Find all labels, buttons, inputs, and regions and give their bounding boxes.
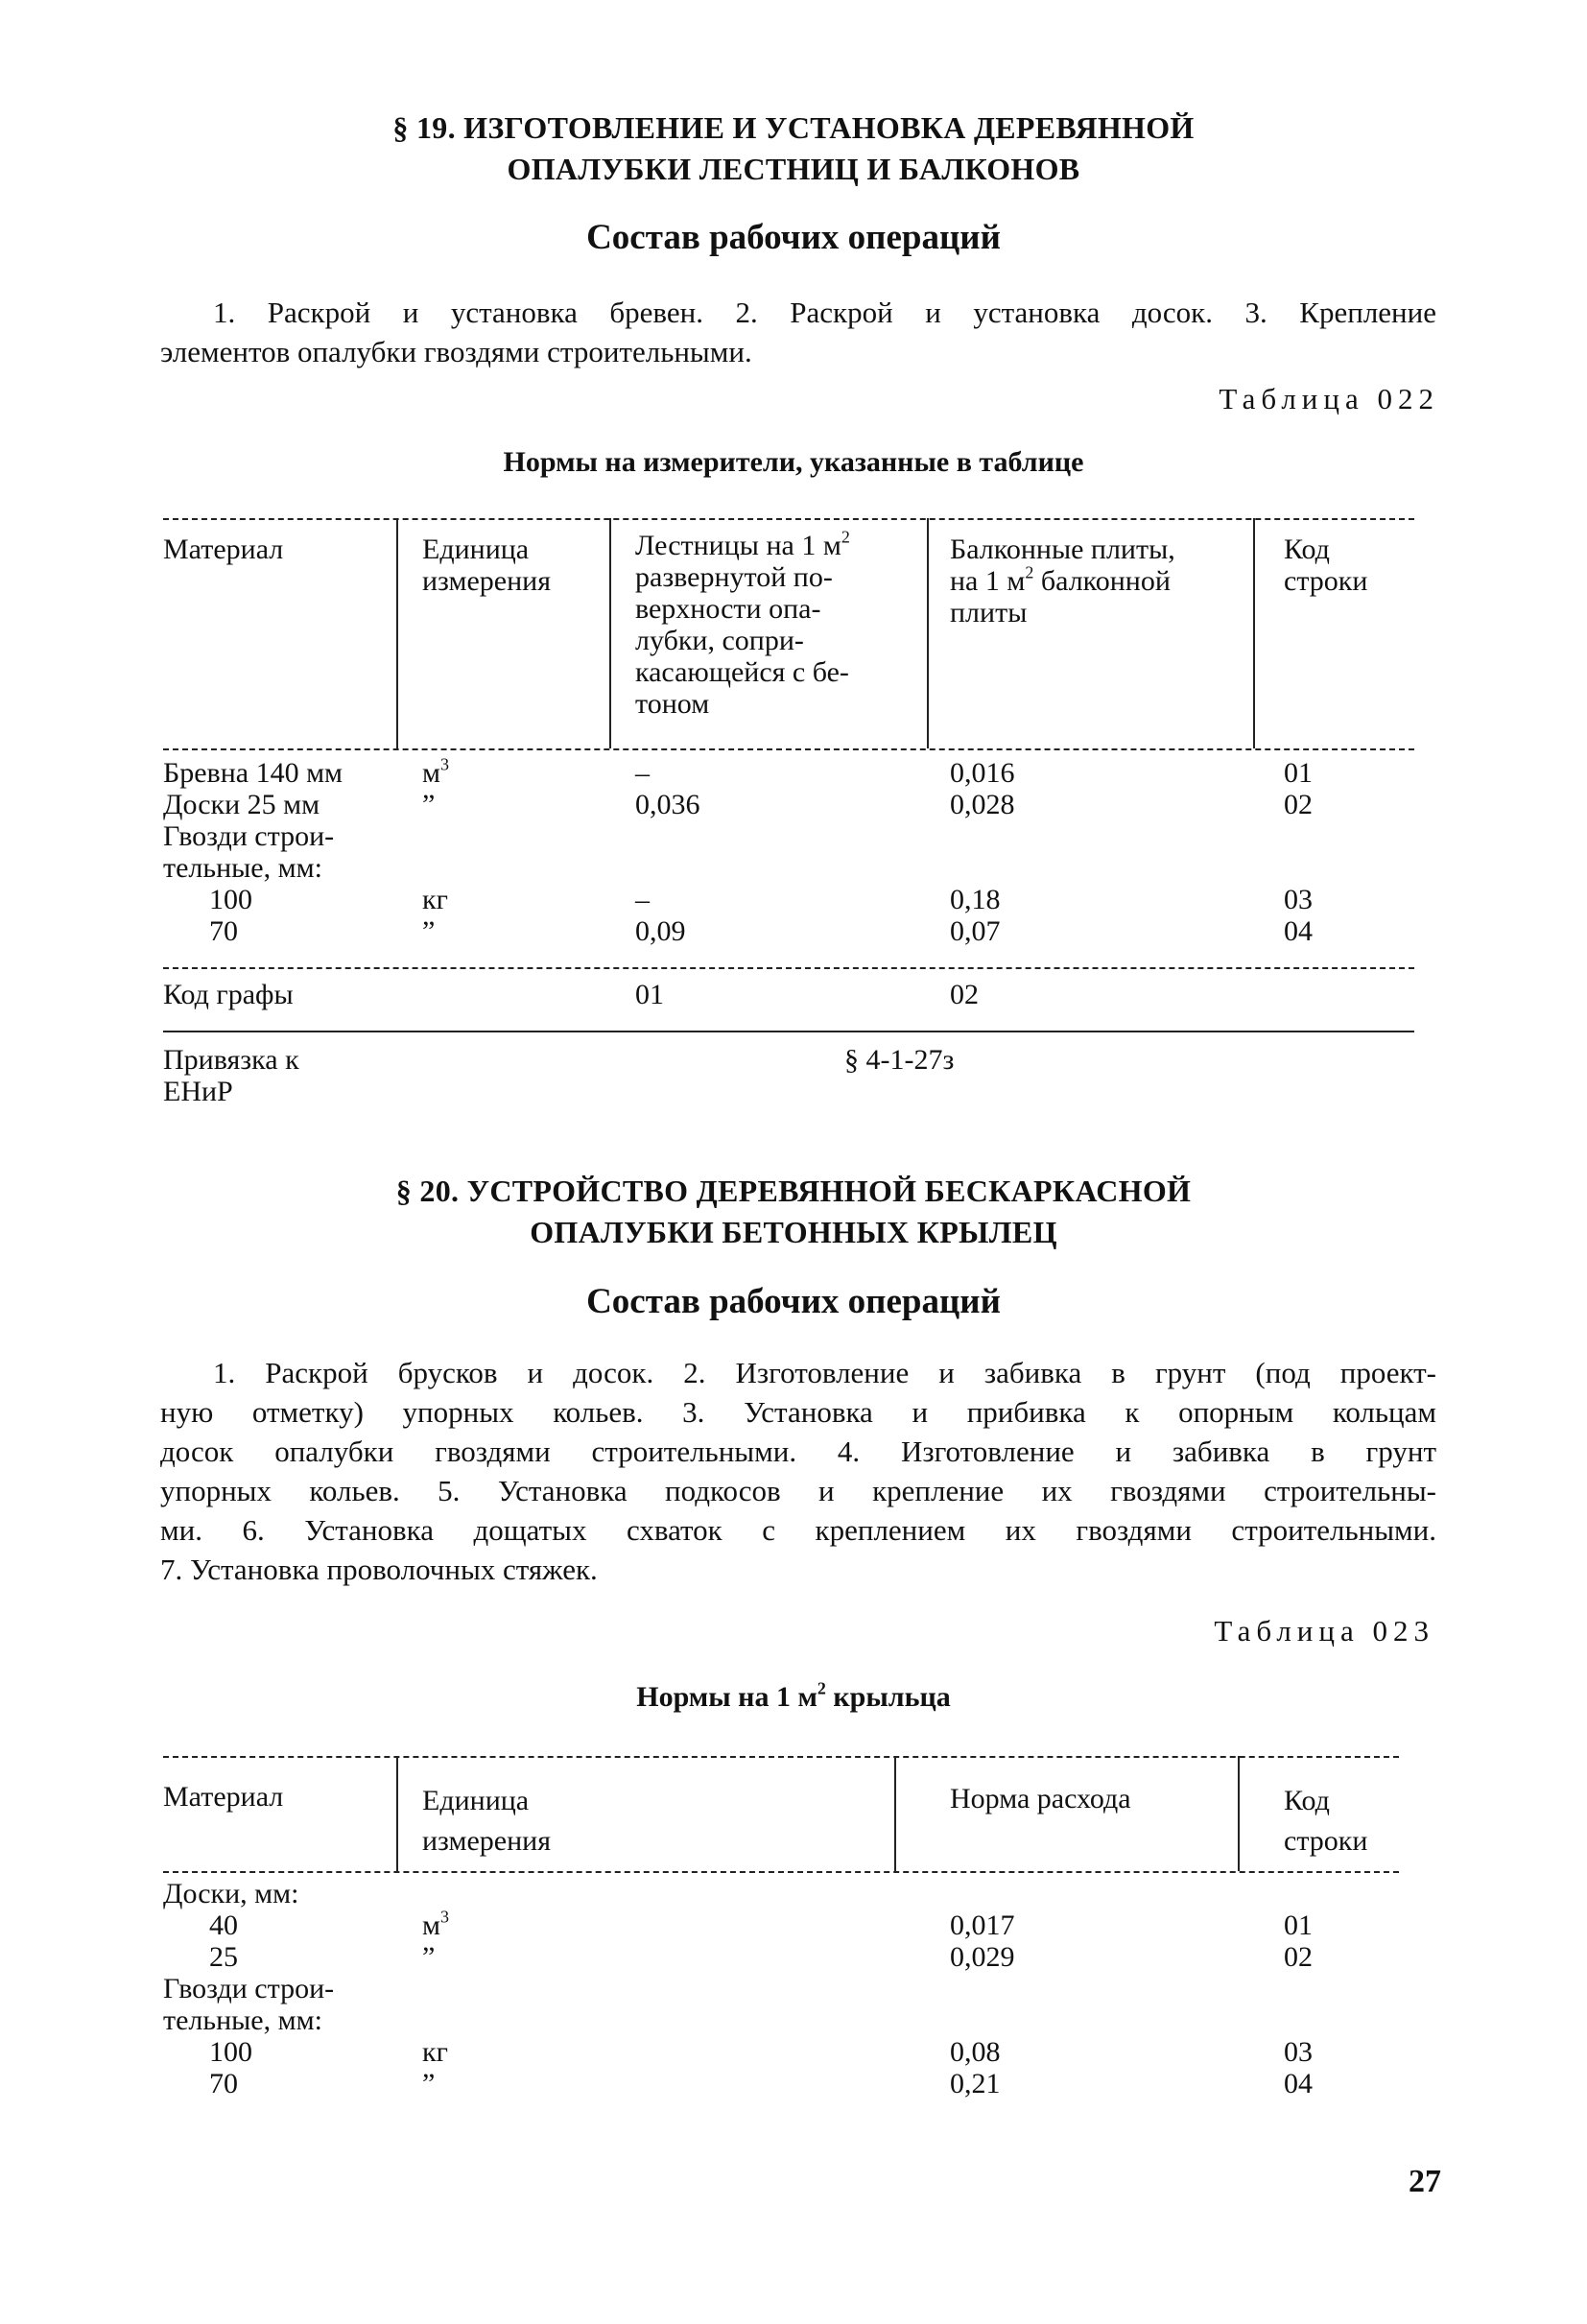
table-row — [0, 790, 1587, 821]
header-material: Материал — [163, 534, 284, 565]
cell-text: ” — [422, 2068, 436, 2099]
cell-unit — [422, 2037, 448, 2068]
cell-text: 02 — [1284, 1941, 1313, 1973]
header-unit-line: Единица — [422, 1785, 530, 1816]
column-code-label: Код графы — [163, 979, 294, 1010]
cell-material — [163, 853, 322, 884]
cell-unit — [422, 754, 449, 789]
cell-material — [163, 1974, 334, 2004]
cell-text: Доски 25 мм — [163, 789, 320, 820]
section-19-title-line1: § 19. ИЗГОТОВЛЕНИЕ И УСТАНОВКА ДЕРЕВЯННОЙ — [392, 110, 1195, 145]
cell-text: ” — [422, 915, 436, 947]
cell-text: 0,21 — [950, 2068, 1001, 2099]
cell-material — [209, 1910, 238, 1941]
header-code-line: строки — [1284, 1825, 1368, 1857]
header-stairs-line: верхности опа- — [635, 593, 821, 625]
ops-line: досок опалубки гвоздями строительными. 4. Изготовление и забивка в грунт — [160, 1435, 1436, 1468]
header-balcony-line: плиты — [950, 597, 1028, 628]
cell-text: 04 — [1284, 915, 1313, 947]
table-022-title: Нормы на измерители, указанные в таблице — [503, 446, 1084, 478]
table-row — [0, 885, 1587, 916]
section-20-ops-heading: Состав рабочих операций — [586, 1282, 1001, 1321]
header-stairs-line: развернутой по- — [635, 561, 833, 593]
header-stairs — [635, 527, 923, 720]
header-stairs-text: Лестницы на 1 м — [635, 530, 841, 561]
cell-material — [163, 790, 320, 820]
cell-unit — [422, 790, 435, 820]
table-rule — [163, 748, 1414, 750]
table-row — [0, 916, 1587, 948]
cell-norm — [950, 1910, 1015, 1941]
table-col-divider — [396, 1756, 398, 1871]
cell-text: 0,016 — [950, 757, 1015, 789]
cell-balc — [950, 790, 1015, 820]
column-code-balcony: 02 — [950, 979, 979, 1010]
header-balcony-text: на 1 м — [950, 565, 1026, 597]
cell-text: 03 — [1284, 884, 1313, 915]
ops-line: 7. Установка проволочных стяжек. — [160, 1553, 598, 1586]
column-code-stairs: 01 — [635, 979, 664, 1010]
table-row — [0, 1974, 1587, 2005]
cell-text: 0,18 — [950, 884, 1001, 915]
section-20-title-line1: § 20. УСТРОЙСТВО ДЕРЕВЯННОЙ БЕСКАРКАСНОЙ — [395, 1174, 1192, 1208]
table-022-label: Таблица 022 — [1219, 382, 1439, 415]
page-number: 27 — [1409, 2164, 1441, 2199]
cell-text: Гвозди строи- — [163, 820, 335, 852]
table-col-divider — [894, 1756, 896, 1871]
cell-balc — [950, 916, 1001, 947]
header-stairs-line: тоном — [635, 688, 710, 720]
cell-text: ” — [422, 789, 436, 820]
table-col-divider — [609, 518, 611, 748]
header-stairs-sup: 2 — [841, 527, 850, 547]
cell-sup: 3 — [439, 1907, 449, 1927]
cell-text: – — [635, 757, 650, 789]
cell-sup: 3 — [439, 754, 449, 774]
cell-code — [1284, 916, 1313, 947]
cell-text: 0,08 — [950, 2036, 1001, 2068]
reference-label-line: ЕНиР — [163, 1076, 233, 1107]
cell-text: 70 — [209, 915, 238, 947]
table-023-label: Таблица 023 — [1214, 1614, 1434, 1648]
cell-text: кг — [422, 2036, 448, 2068]
cell-text: 0,036 — [635, 789, 700, 820]
header-unit — [422, 534, 551, 597]
cell-material — [163, 1879, 298, 1909]
table-row — [0, 754, 1587, 790]
table-rule — [163, 518, 1414, 520]
table-col-divider — [927, 518, 929, 748]
header-code-line: Код — [1284, 1785, 1330, 1816]
header-balcony — [950, 534, 1257, 628]
cell-code — [1284, 2069, 1313, 2099]
cell-stairs — [635, 916, 686, 947]
cell-text: ” — [422, 1941, 436, 1973]
table-row — [0, 2005, 1587, 2037]
cell-stairs — [635, 758, 650, 789]
table-col-divider — [396, 518, 398, 748]
section-20-title-line2: ОПАЛУБКИ БЕТОННЫХ КРЫЛЕЦ — [530, 1215, 1057, 1249]
cell-text: Гвозди строи- — [163, 1973, 335, 2004]
cell-text: 0,017 — [950, 1909, 1015, 1941]
cell-text: 100 — [209, 884, 252, 915]
cell-text: 70 — [209, 2068, 238, 2099]
table-rule — [163, 1031, 1414, 1032]
cell-unit — [422, 1942, 435, 1973]
header-balcony-text: балконной — [1033, 565, 1171, 597]
reference-value: § 4-1-27з — [844, 1044, 955, 1076]
cell-code — [1284, 758, 1313, 789]
cell-text: м — [422, 757, 440, 789]
header-unit-line: измерения — [422, 1825, 552, 1857]
cell-text: 0,028 — [950, 789, 1015, 820]
header-balcony-line: Балконные плиты, — [950, 534, 1175, 565]
table-023-title — [0, 1678, 1587, 1714]
table-row — [0, 853, 1587, 885]
cell-text: м — [422, 1909, 440, 1941]
table-row — [0, 821, 1587, 853]
cell-text: тельные, мм: — [163, 852, 322, 884]
cell-text: 0,07 — [950, 915, 1001, 947]
cell-text: Доски, мм: — [163, 1878, 299, 1909]
table-row — [0, 1879, 1587, 1910]
header-stairs-line: лубки, сопри- — [635, 625, 804, 656]
cell-code — [1284, 1910, 1313, 1941]
header-balcony-line — [950, 562, 1257, 597]
cell-balc — [950, 885, 1001, 915]
cell-norm — [950, 1942, 1015, 1973]
cell-norm — [950, 2069, 1001, 2099]
section-20-ops-text — [160, 1353, 1436, 1589]
ops-line: ную отметку) упорных кольев. 3. Установка и прибивка к опорным кольцам — [160, 1395, 1436, 1429]
cell-text: 0,09 — [635, 915, 686, 947]
cell-text: кг — [422, 884, 448, 915]
table-col-divider — [1238, 1756, 1240, 1871]
cell-material — [163, 2005, 322, 2036]
table-row — [0, 2069, 1587, 2100]
cell-code — [1284, 2037, 1313, 2068]
section-19-title-line2: ОПАЛУБКИ ЛЕСТНИЦ И БАЛКОНОВ — [507, 152, 1080, 186]
cell-material — [209, 916, 238, 947]
ops-line: ми. 6. Установка дощатых схваток с креплением их гвоздями строительными. — [160, 1513, 1436, 1547]
cell-unit — [422, 916, 435, 947]
cell-code — [1284, 790, 1313, 820]
reference-label-line: Привязка к — [163, 1044, 299, 1076]
header-unit-line: измерения — [422, 565, 552, 597]
table-row — [0, 1942, 1587, 1974]
section-19-ops-text — [160, 293, 1436, 371]
ops-line: 1. Раскрой и установка бревен. 2. Раскрой и установка досок. 3. Крепление — [213, 296, 1436, 329]
cell-material — [209, 2069, 238, 2099]
section-19-ops-heading: Состав рабочих операций — [586, 218, 1001, 257]
table-023-title-sup: 2 — [817, 1678, 826, 1698]
header-unit — [422, 1781, 551, 1862]
cell-unit — [422, 2069, 435, 2099]
cell-norm — [950, 2037, 1001, 2068]
cell-text: 0,029 — [950, 1941, 1015, 1973]
header-balcony-sup: 2 — [1025, 562, 1034, 582]
cell-text: – — [635, 884, 650, 915]
cell-material — [163, 821, 334, 852]
cell-code — [1284, 1942, 1313, 1973]
cell-text: 04 — [1284, 2068, 1313, 2099]
cell-stairs — [635, 790, 700, 820]
table-023-title-text: Нормы на 1 м — [636, 1681, 817, 1713]
cell-text: 100 — [209, 2036, 252, 2068]
cell-text: 01 — [1284, 757, 1313, 789]
cell-material — [209, 2037, 252, 2068]
header-unit-line: Единица — [422, 534, 530, 565]
table-023-title-text: крыльца — [825, 1681, 951, 1713]
reference-label — [163, 1044, 299, 1107]
ops-line: упорных кольев. 5. Установка подкосов и крепление их гвоздями строительны- — [160, 1474, 1436, 1507]
cell-material — [163, 758, 343, 789]
table-row — [0, 2037, 1587, 2069]
ops-line: элементов опалубки гвоздями строительными. — [160, 335, 752, 368]
cell-material — [209, 885, 252, 915]
cell-text: 40 — [209, 1909, 238, 1941]
cell-unit — [422, 1907, 449, 1941]
cell-text: 01 — [1284, 1909, 1313, 1941]
cell-text: Бревна 140 мм — [163, 757, 343, 789]
header-norm: Норма расхода — [950, 1783, 1131, 1814]
cell-text: 02 — [1284, 789, 1313, 820]
header-code — [1284, 534, 1367, 597]
table-rule — [163, 1871, 1399, 1873]
cell-material — [209, 1942, 238, 1973]
cell-balc — [950, 758, 1015, 789]
cell-unit — [422, 885, 448, 915]
cell-text: 25 — [209, 1941, 238, 1973]
header-code — [1284, 1781, 1367, 1862]
cell-text: 03 — [1284, 2036, 1313, 2068]
header-code-line: строки — [1284, 565, 1368, 597]
cell-code — [1284, 885, 1313, 915]
header-stairs-line — [635, 527, 923, 561]
header-stairs-line: касающейся с бе- — [635, 656, 849, 688]
cell-text: тельные, мм: — [163, 2004, 322, 2036]
table-rule — [163, 1756, 1399, 1758]
header-material: Материал — [163, 1781, 284, 1813]
table-row — [0, 1907, 1587, 1942]
header-code-line: Код — [1284, 534, 1330, 565]
ops-line: 1. Раскрой брусков и досок. 2. Изготовление и забивка в грунт (под проект- — [213, 1356, 1436, 1389]
cell-stairs — [635, 885, 650, 915]
table-rule — [163, 967, 1414, 969]
